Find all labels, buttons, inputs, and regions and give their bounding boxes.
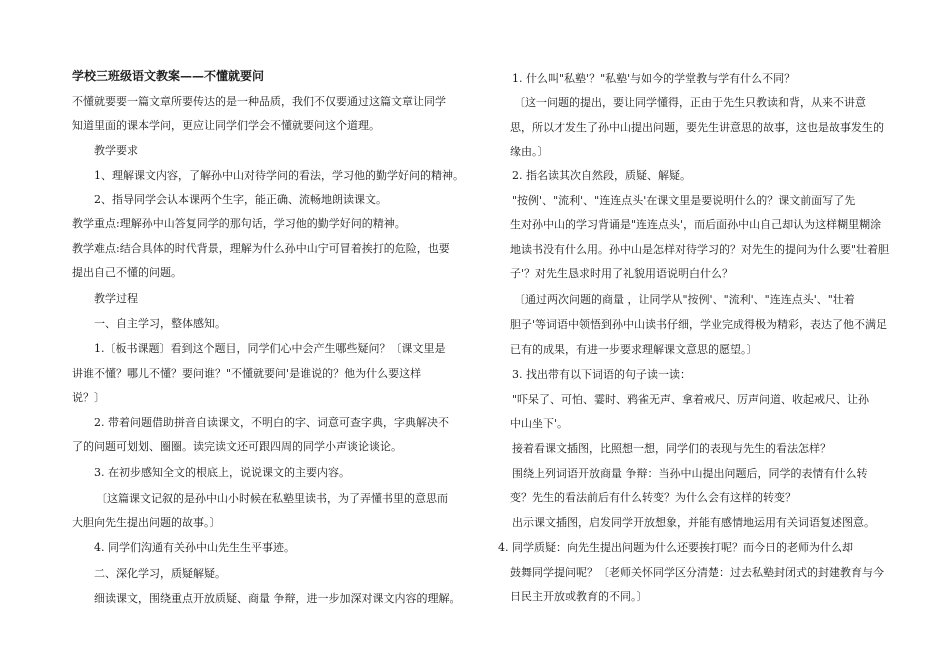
paragraph-line: 日民主开放或教育的不同。〕	[510, 590, 648, 603]
paragraph-line: 1.〔板书课题〕看到这个题目，同学们心中会产生哪些疑问？〔课文里是	[94, 342, 446, 355]
paragraph-line: 1、理解课文内容，了解孙中山对待学问的看法，学习他的勤学好问的精神。	[94, 169, 464, 182]
paragraph-line: 二、深化学习，质疑解疑。	[94, 567, 226, 580]
paragraph-line: 子'？对先生恳求时用了礼貌用语说明白什么？	[510, 267, 734, 280]
paragraph-line: "按例'、"流利'、"连连点头'在课文里是要说明什么的？课文前面写了先	[512, 194, 856, 207]
section-heading: 教学要求	[94, 144, 138, 157]
paragraph-line: 提出自己不懂的问题。	[72, 266, 182, 279]
paragraph-line: 4. 同学们沟通有关孙中山先生生平事迹。	[94, 541, 295, 554]
paragraph-line: 3. 找出带有以下词语的句子读一读：	[512, 368, 691, 381]
paragraph-line: 2. 带着问题借助拼音自读课文，不明白的字、词意可查字典，字典解决不	[94, 416, 449, 429]
left-column	[0, 0, 464, 672]
right-column	[480, 0, 940, 672]
paragraph-line: 3. 在初步感知全文的根底上，说说课文的主要内容。	[94, 466, 350, 479]
paragraph-line: 接着看课文插图，比照想一想，同学们的表现与先生的看法怎样？	[512, 442, 831, 455]
paragraph-line: 已有的成果，有进一步要求理解课文意思的愿望。〕	[510, 343, 758, 356]
paragraph-line: 大胆向先生提出问题的故事。〕	[72, 516, 221, 529]
paragraph-line: 教学重点:理解孙中山答复同学的那句话，学习他的勤学好问的精神。	[72, 217, 406, 230]
paragraph-line: 鼓舞同学提问呢？〔老师关怀同学区分清楚：过去私塾封闭式的封建教育与今	[510, 566, 884, 579]
paragraph-line: 〔通过两次问题的商量 ，让同学从"按例'、"流利'、"连连点头'、"壮着	[514, 293, 855, 306]
paragraph-line: 地读书没有什么用。孙中山是怎样对待学习的？对先生的提问为什么要"壮着胆	[510, 243, 890, 256]
section-heading: 教学过程	[94, 292, 138, 305]
paragraph-line: 说？〕	[72, 391, 105, 404]
paragraph-line: 了的问题可划划、圈圈。读完读文还可跟四周的同学小声谈论谈论。	[72, 440, 402, 453]
paragraph-line: 知道里面的课本学问，更应让同学们学会不懂就要问这个道理。	[72, 119, 380, 132]
paragraph-line: 中山坐下'。	[510, 417, 569, 430]
paragraph-line: 〔这篇课文记叙的是孙中山小时候在私塾里读书，为了弄懂书里的意思而	[96, 492, 448, 505]
paragraph-line: 细读课文，围绕重点开放质疑、商量 争辩，进一步加深对课文内容的理解。	[94, 592, 461, 605]
document-title: 学校三班级语文教案——不懂就要问	[72, 69, 265, 83]
paragraph-line: 1. 什么叫"私塾'？"私塾'与如今的学堂教与学有什么不同？	[512, 72, 796, 85]
paragraph-line: 不懂就要要一篇文章所要传达的是一种品质，我们不仅要通过这篇文章让同学	[72, 95, 446, 108]
paragraph-line: 变？先生的看法前后有什么转变？为什么会有这样的转变？	[510, 491, 796, 504]
paragraph-line: 胆子'等词语中领悟到孙中山读书仔细，学业完成得极为精彩，表达了他不满足	[510, 318, 888, 331]
paragraph-line: 讲谁不懂？哪儿不懂？要问谁？"不懂就要问'是谁说的？他为什么要这样	[72, 367, 422, 380]
paragraph-line: 思，所以才发生了孙中山提出问题，要先生讲意思的故事，这也是故事发生的	[510, 121, 884, 134]
paragraph-line: 生对孙中山的学习背诵是"连连点头'，而后面孙中山自己却认为这样糊里糊涂	[510, 218, 882, 231]
paragraph-line: 〔这一问题的提出，要让同学懂得，正由于先生只教读和背，从来不讲意	[514, 96, 866, 109]
paragraph-line: 教学难点:结合具体的时代背景，理解为什么孙中山宁可冒着挨打的危险，也要	[72, 242, 450, 255]
paragraph-line: 4. 同学质疑：向先生提出问题为什么还要挨打呢？而今日的老师为什么却	[498, 541, 853, 554]
paragraph-line: "吓呆了、可怕、霎时、鸦雀无声、拿着戒尺、厉声问道、收起戒尺、让孙	[512, 393, 870, 406]
paragraph-line: 围绕上列词语开放商量 争辩：当孙中山提出问题后，同学的表情有什么转	[512, 467, 868, 480]
paragraph-line: 一、自主学习，整体感知。	[94, 317, 226, 330]
paragraph-line: 2、指导同学会认本课两个生字，能正确、流畅地朗读课文。	[94, 193, 387, 206]
paragraph-line: 出示课文插图，启发同学开放想象，并能有感情地运用有关词语复述图意。	[512, 516, 875, 529]
paragraph-line: 2. 指名读其次自然段，质疑、解疑。	[512, 169, 691, 182]
paragraph-line: 缘由。〕	[510, 145, 549, 158]
